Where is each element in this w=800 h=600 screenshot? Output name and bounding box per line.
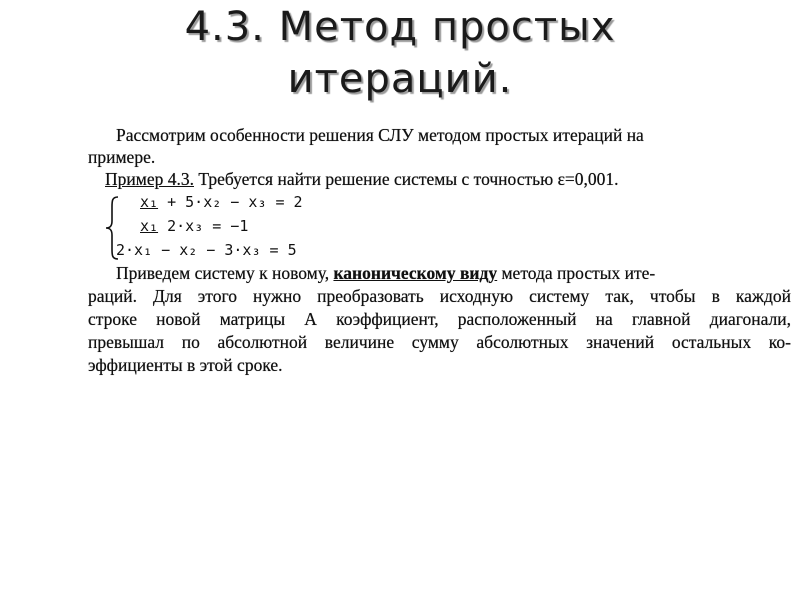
title-line-2: итераций. [287, 56, 513, 102]
paragraph-2-line-3: строке новой матрицы А коэффициент, расположенный на главной диагонали, [88, 309, 791, 329]
equation-row-3: 2·x₁ − x₂ − 3·x₃ = 5 [116, 241, 297, 259]
paragraph-2-line-5: эффициенты в этой сроке. [88, 355, 283, 375]
example-label: Пример 4.3. [105, 169, 194, 189]
equation-row-2: x₁ 2·x₃ = −1 [140, 217, 249, 235]
canonical-form-term: каноническому виду [333, 263, 498, 283]
equation-1-x1: x₁ [140, 193, 159, 211]
example-line [105, 168, 619, 190]
paragraph-2-line-2: раций. Для этого нужно преобразовать исходную систему так, чтобы в каждой [88, 286, 791, 306]
example-text: Требуется найти решение системы с точностью ε=0,001. [193, 169, 619, 189]
equation-row-1: x₁ + 5·x₂ − x₃ = 2 [140, 193, 303, 211]
paragraph-2-line-1-end: метода простых ите- [497, 263, 656, 283]
paragraph-2-line-4: превышал по абсолютной величине сумму абсолютных значений остальных ко- [88, 332, 791, 352]
paragraph-2-line-1 [116, 262, 791, 284]
paragraph-2-line-1-start: Приведем систему к новому, [116, 263, 334, 283]
equation-2-x1: x₁ [140, 217, 159, 235]
title-line-1: 4.3. Метод простых [184, 4, 616, 50]
paragraph-1-line-2: примере. [88, 147, 156, 167]
paragraph-1-line-1: Рассмотрим особенности решения СЛУ методом простых итераций на [116, 125, 644, 145]
